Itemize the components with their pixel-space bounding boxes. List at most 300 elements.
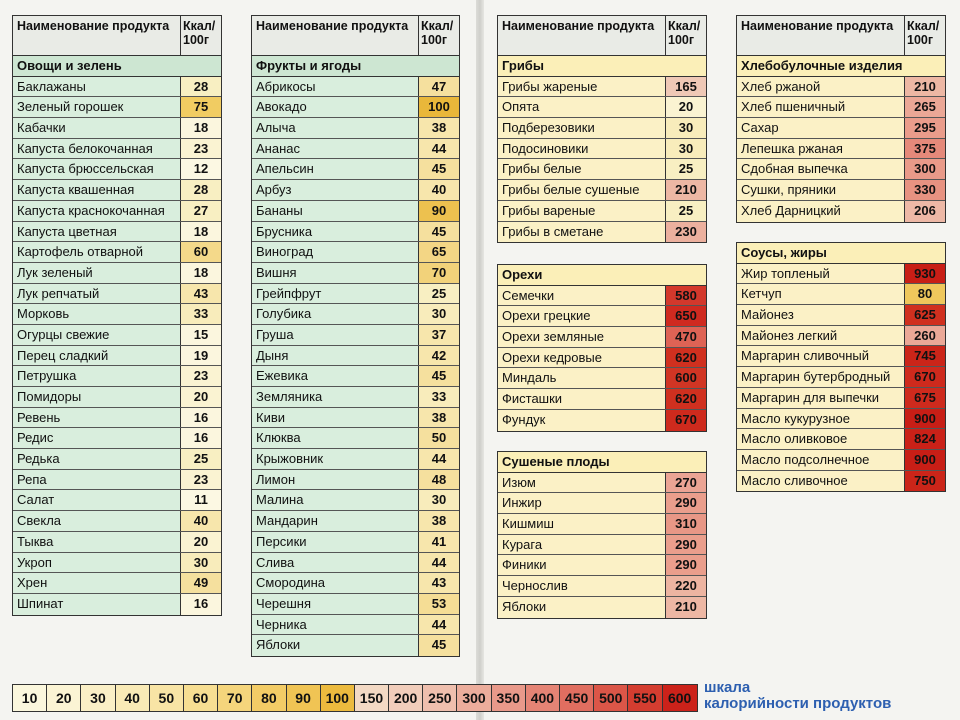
product-kcal: 300 (905, 159, 945, 179)
product-name: Кишмиш (498, 514, 666, 534)
table-vegetables (12, 15, 222, 616)
table-header (13, 16, 221, 56)
table-row (13, 284, 221, 305)
table-row (498, 514, 706, 535)
table-row (252, 242, 459, 263)
book-gutter (476, 0, 484, 720)
table-sauces (736, 242, 946, 492)
product-name: Хрен (13, 573, 181, 593)
table-row (498, 159, 706, 180)
product-kcal: 20 (181, 387, 221, 407)
product-kcal: 16 (181, 428, 221, 448)
table-row (498, 201, 706, 222)
product-name: Капуста краснокочанная (13, 201, 181, 221)
scale-cell: 40 (116, 685, 150, 711)
header-kcal: Ккал/ 100г (183, 19, 216, 47)
product-kcal: 43 (419, 573, 459, 593)
table-row (13, 325, 221, 346)
product-name: Грейпфрут (252, 284, 419, 304)
product-kcal: 295 (905, 118, 945, 138)
table-bread (736, 15, 946, 223)
product-name: Ананас (252, 139, 419, 159)
scale-cell: 600 (663, 685, 697, 711)
product-name: Подберезовики (498, 118, 666, 138)
table-row (252, 615, 459, 636)
product-name: Редис (13, 428, 181, 448)
product-name: Черешня (252, 594, 419, 614)
product-kcal: 60 (181, 242, 221, 262)
product-name: Огурцы свежие (13, 325, 181, 345)
product-kcal: 650 (666, 306, 706, 326)
table-row (13, 97, 221, 118)
product-kcal: 580 (666, 286, 706, 306)
table-row (13, 553, 221, 574)
category-title: Фрукты и ягоды (252, 56, 459, 77)
table-row (13, 304, 221, 325)
product-name: Петрушка (13, 366, 181, 386)
product-name: Хлеб Дарницкий (737, 201, 905, 222)
product-name: Бананы (252, 201, 419, 221)
product-name: Орехи кедровые (498, 348, 666, 368)
header-name: Наименование продукта (13, 16, 181, 55)
product-kcal: 20 (181, 532, 221, 552)
product-kcal: 165 (666, 77, 706, 97)
product-name: Подосиновики (498, 139, 666, 159)
product-name: Голубика (252, 304, 419, 324)
product-kcal: 44 (419, 449, 459, 469)
table-row (737, 77, 945, 98)
table-row (737, 305, 945, 326)
product-kcal: 12 (181, 159, 221, 179)
table-row (252, 118, 459, 139)
scale-cell: 400 (526, 685, 560, 711)
product-kcal: 27 (181, 201, 221, 221)
product-kcal: 210 (666, 597, 706, 618)
product-name: Репа (13, 470, 181, 490)
product-name: Салат (13, 490, 181, 510)
product-name: Ревень (13, 408, 181, 428)
table-row (252, 635, 459, 656)
table-row (737, 159, 945, 180)
product-kcal: 260 (905, 326, 945, 346)
product-kcal: 11 (181, 490, 221, 510)
table-row (498, 389, 706, 410)
product-name: Лук репчатый (13, 284, 181, 304)
product-name: Персики (252, 532, 419, 552)
scale-cell: 90 (287, 685, 321, 711)
product-kcal: 25 (666, 201, 706, 221)
product-name: Мандарин (252, 511, 419, 531)
table-row (498, 535, 706, 556)
product-kcal: 70 (419, 263, 459, 283)
product-name: Тыква (13, 532, 181, 552)
product-kcal: 620 (666, 389, 706, 409)
product-name: Чернослив (498, 576, 666, 596)
table-row (13, 532, 221, 553)
table-row (13, 490, 221, 511)
product-name: Фисташки (498, 389, 666, 409)
product-name: Финики (498, 555, 666, 575)
product-name: Земляника (252, 387, 419, 407)
calorie-scale (12, 684, 698, 712)
product-name: Апельсин (252, 159, 419, 179)
product-name: Капуста брюссельская (13, 159, 181, 179)
product-kcal: 40 (419, 180, 459, 200)
product-name: Орехи земляные (498, 327, 666, 347)
scale-cell: 80 (252, 685, 286, 711)
table-row (13, 346, 221, 367)
product-name: Свекла (13, 511, 181, 531)
table-row (498, 493, 706, 514)
table-row (13, 180, 221, 201)
product-kcal: 44 (419, 553, 459, 573)
product-name: Маргарин для выпечки (737, 388, 905, 408)
product-name: Дыня (252, 346, 419, 366)
product-name: Майонез (737, 305, 905, 325)
product-name: Груша (252, 325, 419, 345)
product-kcal: 41 (419, 532, 459, 552)
scale-cell: 100 (321, 685, 355, 711)
header-kcal: Ккал/ 100г (421, 19, 454, 47)
product-name: Капуста цветная (13, 222, 181, 242)
product-name: Сушки, пряники (737, 180, 905, 200)
product-kcal: 44 (419, 615, 459, 635)
scale-label-line2: калорийности продуктов (704, 695, 892, 712)
product-kcal: 33 (181, 304, 221, 324)
table-row (252, 553, 459, 574)
product-name: Слива (252, 553, 419, 573)
table-row (498, 473, 706, 494)
product-name: Миндаль (498, 368, 666, 388)
product-name: Майонез легкий (737, 326, 905, 346)
table-row (13, 222, 221, 243)
product-name: Баклажаны (13, 77, 181, 97)
product-name: Лук зеленый (13, 263, 181, 283)
table-row (737, 471, 945, 492)
product-kcal: 47 (419, 77, 459, 97)
product-kcal: 30 (666, 118, 706, 138)
product-kcal: 270 (666, 473, 706, 493)
product-kcal: 45 (419, 222, 459, 242)
table-row (498, 118, 706, 139)
table-row (498, 576, 706, 597)
table-dried (497, 451, 707, 619)
product-kcal: 210 (666, 180, 706, 200)
product-kcal: 33 (419, 387, 459, 407)
scale-cell: 30 (81, 685, 115, 711)
product-name: Масло кукурузное (737, 409, 905, 429)
table-row (252, 263, 459, 284)
table-row (737, 346, 945, 367)
product-kcal: 80 (905, 284, 945, 304)
product-name: Помидоры (13, 387, 181, 407)
product-kcal: 330 (905, 180, 945, 200)
table-row (13, 77, 221, 98)
scale-cell: 450 (560, 685, 594, 711)
table-row (737, 201, 945, 222)
table-row (13, 201, 221, 222)
table-row (737, 450, 945, 471)
product-name: Капуста квашенная (13, 180, 181, 200)
product-name: Клюква (252, 428, 419, 448)
product-name: Грибы жареные (498, 77, 666, 97)
product-kcal: 23 (181, 139, 221, 159)
table-row (252, 139, 459, 160)
product-kcal: 43 (181, 284, 221, 304)
table-row (252, 532, 459, 553)
table-row (737, 367, 945, 388)
product-kcal: 30 (181, 553, 221, 573)
product-name: Вишня (252, 263, 419, 283)
scale-cell: 350 (492, 685, 526, 711)
product-kcal: 38 (419, 118, 459, 138)
product-kcal: 90 (419, 201, 459, 221)
product-kcal: 900 (905, 409, 945, 429)
table-header (737, 16, 945, 56)
product-name: Масло подсолнечное (737, 450, 905, 470)
category-title: Сушеные плоды (498, 452, 706, 473)
table-row (498, 368, 706, 389)
product-kcal: 745 (905, 346, 945, 366)
product-kcal: 620 (666, 348, 706, 368)
product-kcal: 45 (419, 635, 459, 656)
scale-label (704, 680, 954, 712)
product-kcal: 75 (181, 97, 221, 117)
table-row (252, 77, 459, 98)
table-row (13, 159, 221, 180)
product-name: Сахар (737, 118, 905, 138)
table-row (252, 180, 459, 201)
product-name: Семечки (498, 286, 666, 306)
category-title: Соусы, жиры (737, 243, 945, 264)
table-header (498, 16, 706, 56)
table-row (252, 97, 459, 118)
product-kcal: 38 (419, 511, 459, 531)
product-kcal: 210 (905, 77, 945, 97)
table-row (13, 449, 221, 470)
product-kcal: 40 (181, 511, 221, 531)
product-kcal: 30 (419, 304, 459, 324)
product-name: Хлеб ржаной (737, 77, 905, 97)
table-row (252, 387, 459, 408)
table-row (252, 511, 459, 532)
product-kcal: 65 (419, 242, 459, 262)
table-row (252, 490, 459, 511)
product-name: Абрикосы (252, 77, 419, 97)
product-name: Кетчуп (737, 284, 905, 304)
category-title: Овощи и зелень (13, 56, 221, 77)
scale-cell: 10 (13, 685, 47, 711)
table-row (252, 325, 459, 346)
product-kcal: 25 (419, 284, 459, 304)
product-name: Киви (252, 408, 419, 428)
product-kcal: 50 (419, 428, 459, 448)
product-name: Укроп (13, 553, 181, 573)
table-row (498, 222, 706, 243)
table-row (498, 306, 706, 327)
table-row (13, 387, 221, 408)
table-row (498, 555, 706, 576)
table-row (13, 470, 221, 491)
product-name: Арбуз (252, 180, 419, 200)
table-row (13, 511, 221, 532)
table-row (252, 470, 459, 491)
table-row (252, 346, 459, 367)
category-title: Хлебобулочные изделия (737, 56, 945, 77)
product-name: Маргарин бутербродный (737, 367, 905, 387)
table-row (737, 264, 945, 285)
table-row (252, 159, 459, 180)
product-kcal: 310 (666, 514, 706, 534)
product-kcal: 100 (419, 97, 459, 117)
table-row (498, 77, 706, 98)
table-row (252, 284, 459, 305)
product-name: Орехи грецкие (498, 306, 666, 326)
product-kcal: 19 (181, 346, 221, 366)
product-kcal: 45 (419, 366, 459, 386)
category-title: Грибы (498, 56, 706, 77)
table-row (252, 304, 459, 325)
product-kcal: 48 (419, 470, 459, 490)
table-row (252, 366, 459, 387)
product-name: Брусника (252, 222, 419, 242)
product-kcal: 23 (181, 470, 221, 490)
product-kcal: 670 (666, 410, 706, 431)
table-row (13, 428, 221, 449)
table-row (252, 408, 459, 429)
product-kcal: 15 (181, 325, 221, 345)
product-kcal: 42 (419, 346, 459, 366)
table-fruits (251, 15, 460, 657)
scale-cell: 500 (594, 685, 628, 711)
scale-cell: 200 (389, 685, 423, 711)
product-name: Ежевика (252, 366, 419, 386)
table-row (737, 409, 945, 430)
product-name: Шпинат (13, 594, 181, 615)
product-kcal: 18 (181, 118, 221, 138)
product-name: Хлеб пшеничный (737, 97, 905, 117)
product-name: Курага (498, 535, 666, 555)
product-name: Жир топленый (737, 264, 905, 284)
table-row (13, 118, 221, 139)
scale-cell: 70 (218, 685, 252, 711)
table-row (737, 388, 945, 409)
table-row (498, 410, 706, 431)
table-row (498, 97, 706, 118)
table-row (252, 449, 459, 470)
product-kcal: 28 (181, 180, 221, 200)
table-row (13, 408, 221, 429)
category-title: Орехи (498, 265, 706, 286)
header-name: Наименование продукта (737, 16, 905, 55)
product-name: Грибы в сметане (498, 222, 666, 243)
product-kcal: 290 (666, 555, 706, 575)
product-kcal: 206 (905, 201, 945, 222)
table-row (737, 97, 945, 118)
product-name: Лимон (252, 470, 419, 490)
product-kcal: 23 (181, 366, 221, 386)
product-name: Грибы белые сушеные (498, 180, 666, 200)
product-name: Инжир (498, 493, 666, 513)
table-row (737, 326, 945, 347)
product-kcal: 28 (181, 77, 221, 97)
product-kcal: 25 (666, 159, 706, 179)
product-kcal: 600 (666, 368, 706, 388)
table-row (252, 594, 459, 615)
header-kcal: Ккал/ 100г (907, 19, 940, 47)
product-kcal: 470 (666, 327, 706, 347)
product-kcal: 824 (905, 429, 945, 449)
header-name: Наименование продукта (252, 16, 419, 55)
product-name: Грибы вареные (498, 201, 666, 221)
product-kcal: 18 (181, 263, 221, 283)
product-name: Изюм (498, 473, 666, 493)
table-row (737, 180, 945, 201)
product-name: Яблоки (252, 635, 419, 656)
product-kcal: 625 (905, 305, 945, 325)
product-name: Картофель отварной (13, 242, 181, 262)
scale-cell: 50 (150, 685, 184, 711)
product-name: Фундук (498, 410, 666, 431)
product-kcal: 375 (905, 139, 945, 159)
table-row (13, 139, 221, 160)
scale-cell: 550 (628, 685, 662, 711)
table-row (498, 286, 706, 307)
table-row (13, 366, 221, 387)
table-row (252, 201, 459, 222)
header-kcal: Ккал/ 100г (668, 19, 701, 47)
product-name: Капуста белокочанная (13, 139, 181, 159)
product-name: Лепешка ржаная (737, 139, 905, 159)
table-row (13, 573, 221, 594)
product-name: Маргарин сливочный (737, 346, 905, 366)
table-row (737, 429, 945, 450)
product-kcal: 30 (419, 490, 459, 510)
product-kcal: 20 (666, 97, 706, 117)
table-row (13, 242, 221, 263)
product-name: Редька (13, 449, 181, 469)
product-name: Смородина (252, 573, 419, 593)
product-name: Грибы белые (498, 159, 666, 179)
scale-label-line1: шкала (704, 679, 751, 696)
product-kcal: 25 (181, 449, 221, 469)
product-kcal: 38 (419, 408, 459, 428)
product-kcal: 750 (905, 471, 945, 492)
product-kcal: 16 (181, 408, 221, 428)
product-kcal: 37 (419, 325, 459, 345)
product-kcal: 670 (905, 367, 945, 387)
product-kcal: 45 (419, 159, 459, 179)
product-kcal: 53 (419, 594, 459, 614)
table-nuts (497, 264, 707, 432)
product-name: Малина (252, 490, 419, 510)
table-row (498, 327, 706, 348)
table-row (252, 573, 459, 594)
table-row (737, 284, 945, 305)
product-name: Виноград (252, 242, 419, 262)
table-mushrooms (497, 15, 707, 243)
product-kcal: 44 (419, 139, 459, 159)
scale-cell: 150 (355, 685, 389, 711)
product-kcal: 49 (181, 573, 221, 593)
scale-cell: 20 (47, 685, 81, 711)
product-name: Алыча (252, 118, 419, 138)
product-kcal: 220 (666, 576, 706, 596)
product-kcal: 930 (905, 264, 945, 284)
product-kcal: 18 (181, 222, 221, 242)
table-row (498, 180, 706, 201)
table-row (498, 139, 706, 160)
